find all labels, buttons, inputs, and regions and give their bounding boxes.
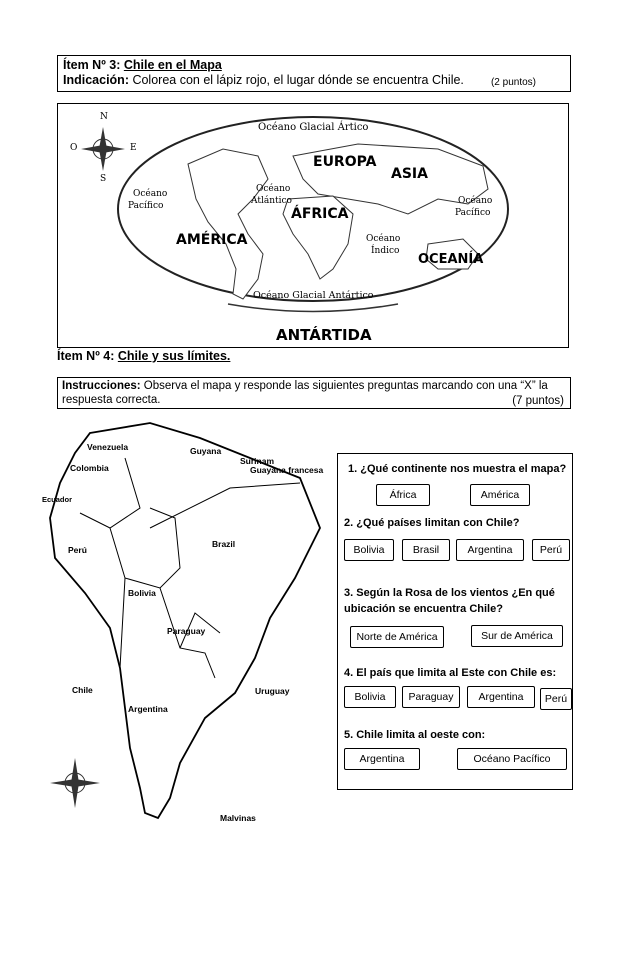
item3-box [57, 55, 571, 92]
label-venezuela: Venezuela [87, 442, 129, 452]
continent-oceania: OCEANÍA [418, 252, 484, 267]
item3-title-line [63, 58, 565, 73]
item3-label: Ítem Nº 3: [63, 58, 121, 72]
q1-option-america[interactable]: América [470, 484, 530, 506]
q2-option-brasil[interactable]: Brasil [402, 539, 450, 561]
ocean-indico-2: Índico [371, 246, 400, 256]
label-uruguay: Uruguay [255, 686, 290, 696]
question-3-line1: 3. Según la Rosa de los vientos ¿En qué [344, 587, 555, 599]
compass-rose-icon [81, 127, 125, 171]
q5-option-argentina[interactable]: Argentina [344, 748, 420, 770]
ocean-atlantico-2: Atlántico [251, 196, 292, 206]
question-3-line2: ubicación se encuentra Chile? [344, 603, 503, 615]
instructions-text: Observa el mapa y responde las siguientes preguntas marcando con una “X” la respuesta correcta. [62, 380, 548, 406]
q3-option-sur[interactable]: Sur de América [471, 625, 563, 647]
indication-label: Indicación: [63, 73, 129, 87]
item4-label: Ítem Nº 4: [57, 349, 115, 363]
q4-option-argentina[interactable]: Argentina [467, 686, 535, 708]
item3-points: (2 puntos) [490, 77, 536, 88]
instructions-box [57, 377, 571, 409]
compass-e: E [130, 143, 137, 153]
label-brazil: Brazil [212, 539, 236, 549]
world-map[interactable] [57, 103, 569, 348]
ocean-atlantico-1: Océano [256, 184, 291, 194]
instructions-points: (7 puntos) [512, 395, 564, 407]
ocean-artico: Océano Glacial Ártico [258, 122, 369, 133]
item4-title: Chile y sus límites. [117, 349, 231, 363]
label-peru: Perú [68, 545, 87, 555]
ocean-pacifico-e2: Pacífico [455, 208, 491, 218]
instructions-label: Instrucciones: [62, 380, 141, 392]
compass-o: O [70, 143, 78, 153]
continent-africa: ÁFRICA [291, 206, 349, 222]
label-argentina: Argentina [128, 704, 168, 714]
q1-option-africa[interactable]: África [376, 484, 430, 506]
ocean-indico-1: Océano [366, 234, 401, 244]
q2-option-bolivia[interactable]: Bolivia [344, 539, 394, 561]
continent-america: AMÉRICA [176, 232, 248, 248]
label-guayana-francesa: Guayana francesa [250, 465, 324, 475]
q2-option-argentina[interactable]: Argentina [456, 539, 524, 561]
label-paraguay: Paraguay [167, 626, 206, 636]
item3-indication [63, 73, 565, 88]
label-colombia: Colombia [70, 463, 109, 473]
item4-heading [57, 349, 230, 363]
question-2: 2. ¿Qué países limitan con Chile? [344, 517, 520, 529]
ocean-pacifico-e1: Océano [458, 196, 493, 206]
compass-rose-sa-icon [50, 758, 100, 808]
label-bolivia: Bolivia [128, 588, 156, 598]
item3-title: Chile en el Mapa [123, 58, 222, 72]
q3-option-norte[interactable]: Norte de América [350, 626, 444, 648]
continent-antartida: ANTÁRTIDA [276, 326, 372, 344]
label-malvinas: Malvinas [220, 813, 256, 823]
question-1: 1. ¿Qué continente nos muestra el mapa? [348, 463, 567, 475]
ocean-pacifico-w1: Océano [133, 189, 168, 199]
indication-text: Colorea con el lápiz rojo, el lugar dónde se encuentra Chile. [128, 73, 464, 87]
compass-n: N [100, 112, 108, 122]
q4-option-bolivia[interactable]: Bolivia [344, 686, 396, 708]
q4-option-paraguay[interactable]: Paraguay [402, 686, 460, 708]
questions-box [337, 453, 573, 790]
label-surinam: Surinam [240, 456, 275, 466]
ocean-antartico: Océano Glacial Antártico [253, 290, 374, 301]
q4-option-peru[interactable]: Perú [540, 688, 572, 710]
label-ecuador: Ecuador [42, 495, 73, 504]
q2-option-peru[interactable]: Perú [532, 539, 570, 561]
world-map-drawing [58, 104, 568, 347]
continent-asia: ASIA [391, 166, 428, 182]
label-guyana: Guyana [190, 446, 222, 456]
question-5: 5. Chile limita al oeste con: [344, 729, 486, 741]
label-chile: Chile [72, 685, 93, 695]
south-america-map[interactable] [30, 418, 330, 838]
ocean-pacifico-w2: Pacífico [128, 201, 164, 211]
q5-option-oceano-pacifico[interactable]: Océano Pacífico [457, 748, 567, 770]
compass-s: S [100, 174, 107, 184]
continent-europa: EUROPA [313, 154, 377, 170]
question-4: 4. El país que limita al Este con Chile es: [344, 667, 557, 679]
